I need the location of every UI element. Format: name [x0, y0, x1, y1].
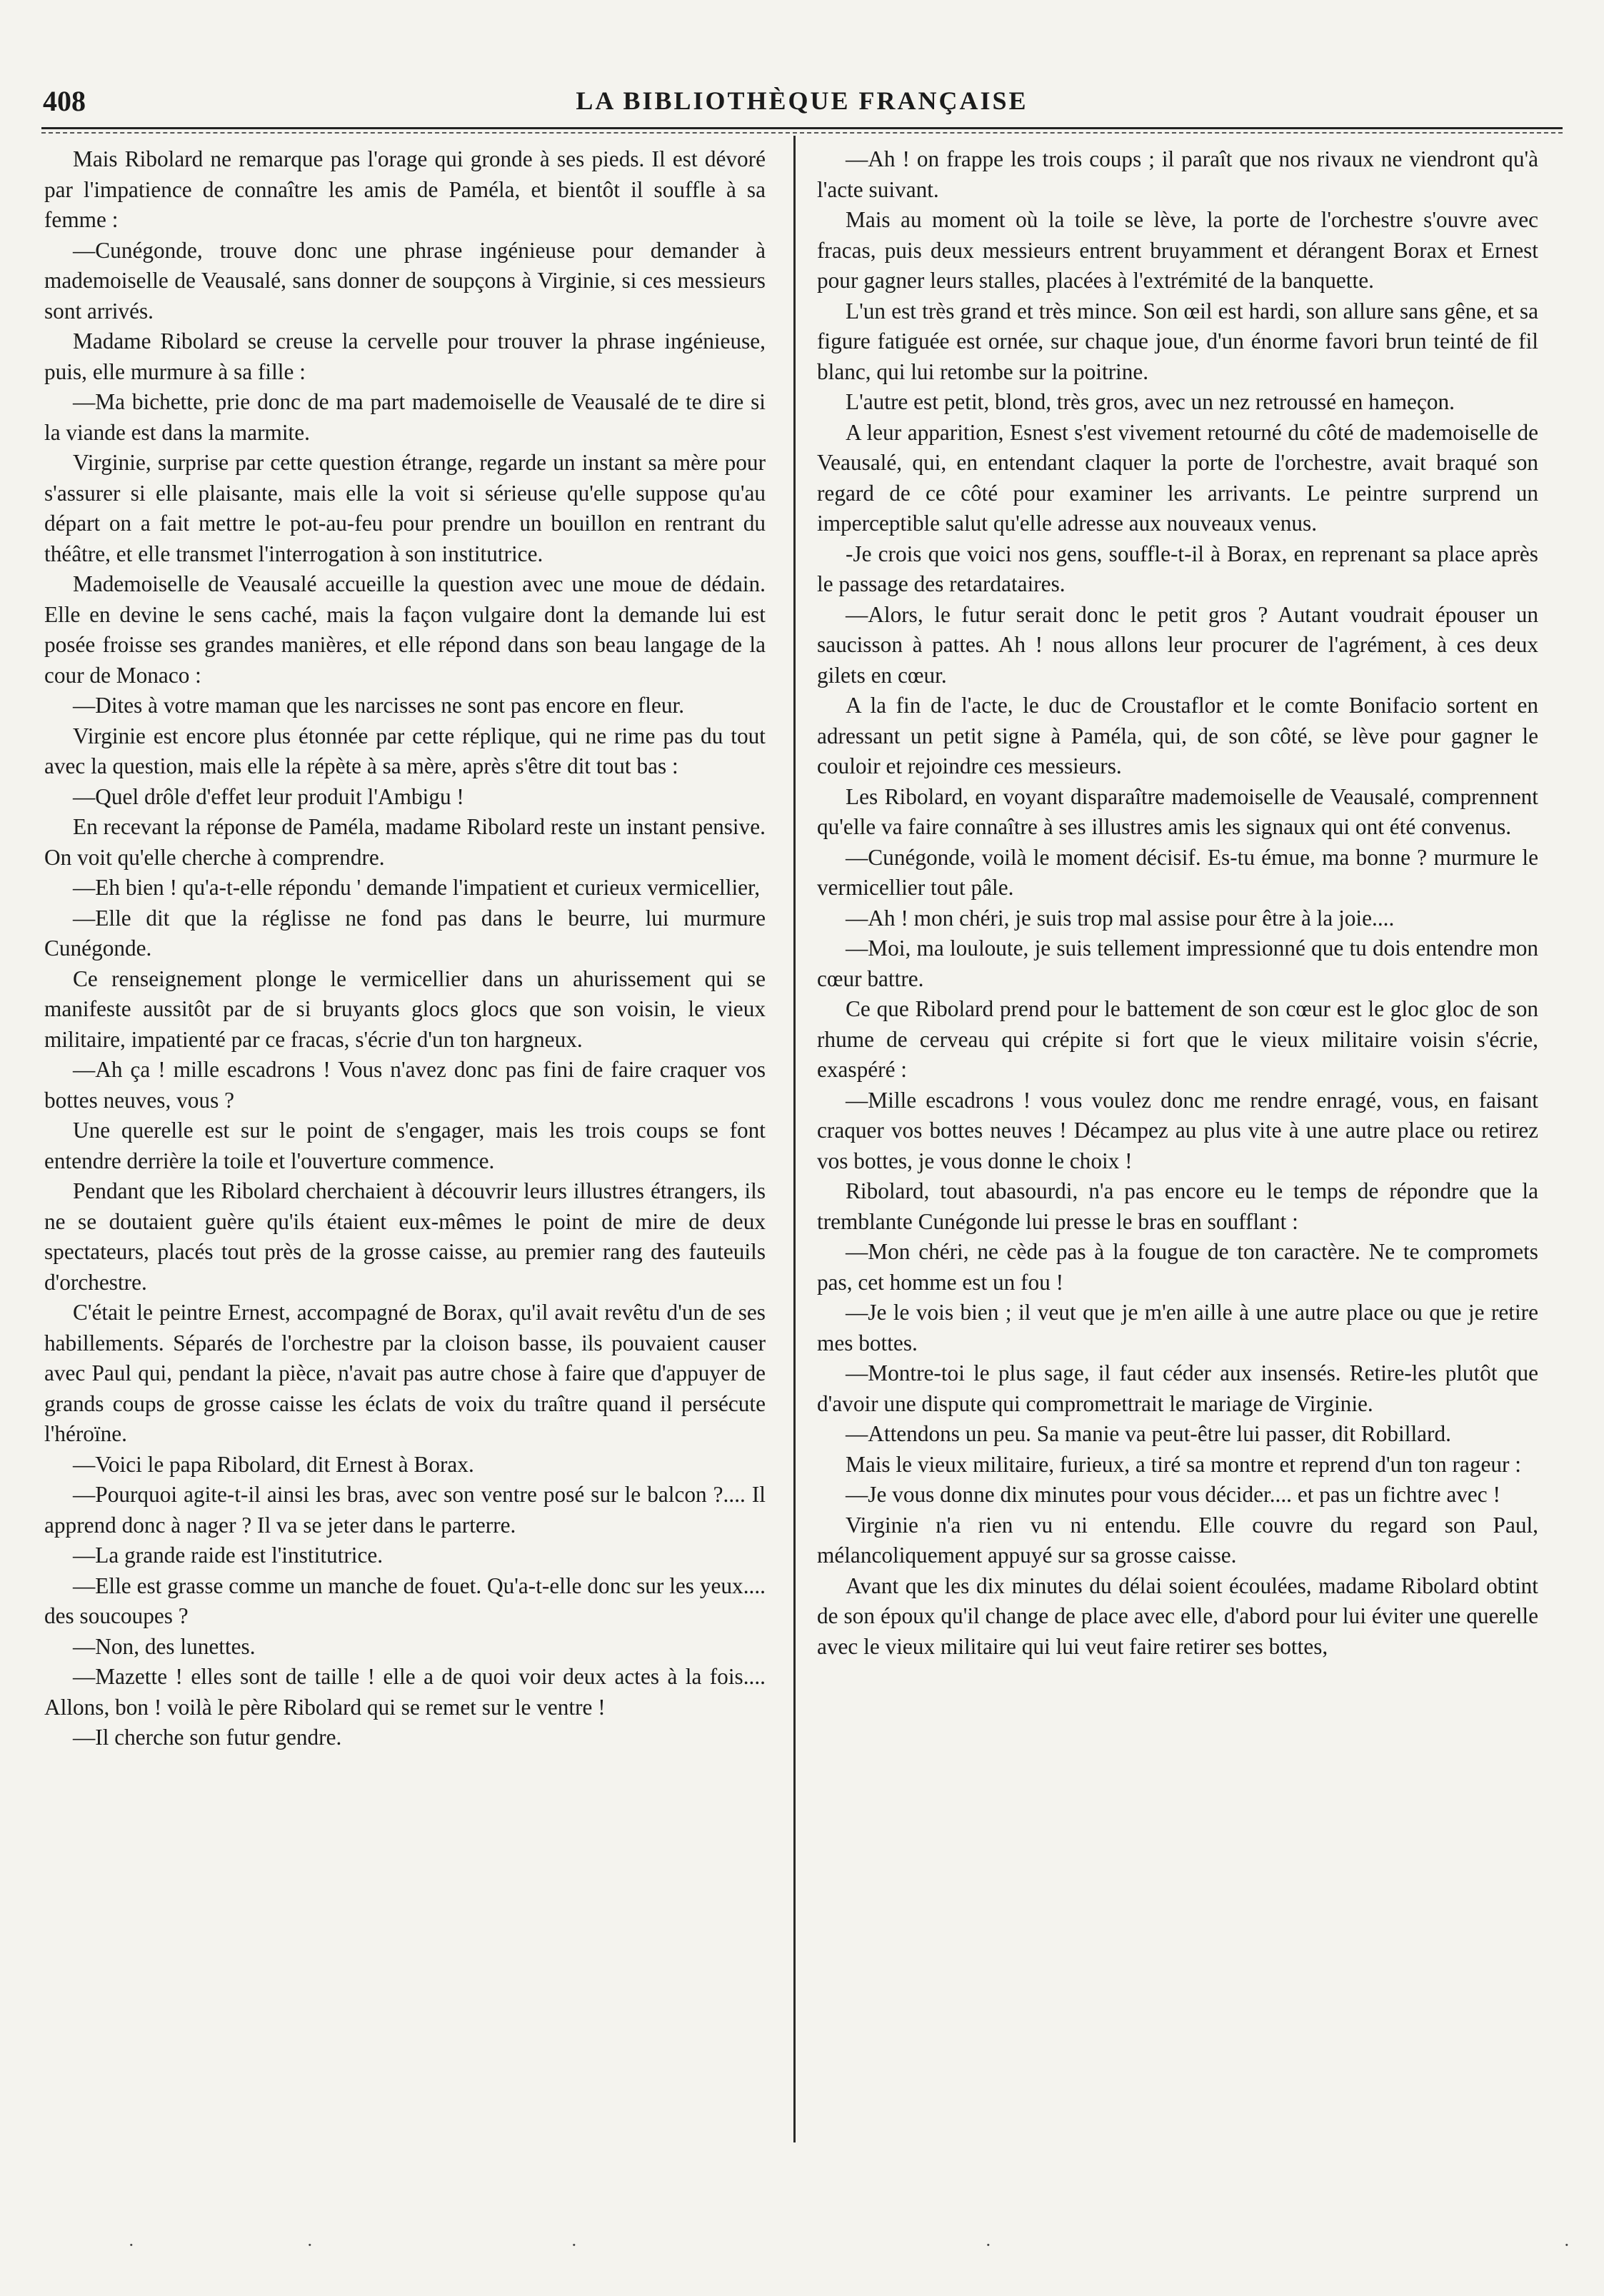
paragraph: —Elle dit que la réglisse ne fond pas dans le beurre, lui murmure Cunégonde. [44, 905, 766, 961]
column-divider [793, 136, 796, 2142]
header-rule [41, 127, 1563, 134]
footer-specks: · · · · · [129, 2235, 1570, 2255]
paragraph: Avant que les dix minutes du délai soient écoulées, madame Ribolard obtint de son époux qu'il change de place avec elle, d'abord pour lui éviter une querelle avec le vieux militaire qui lui veut faire retirer ses bottes, [817, 1573, 1538, 1659]
paragraph: C'était le peintre Ernest, accompagné de Borax, qu'il avait revêtu d'un de ses habillements. Séparés de l'orchestre par la cloison basse, ils pouvaient causer avec Paul qui, pendant la pièce, n'avait pas autre chose à faire que d'appuyer de grands coups de grosse caisse les éclats de voix du traître quand il persécute l'héroïne. [44, 1300, 766, 1446]
paragraph: —Non, des lunettes. [73, 1633, 256, 1659]
paragraph: —Il cherche son futur gendre. [73, 1725, 342, 1750]
paragraph: A la fin de l'acte, le duc de Croustaflor et le comte Bonifacio sortent en adressant un petit signe à Paméla, qui, de son côté, se lève pour gagner le couloir et rejoindre ces messieurs. [817, 693, 1538, 778]
paragraph: Ribolard, tout abasourdi, n'a pas encore eu le temps de répondre que la tremblante Cunégonde lui presse le bras en soufflant : [817, 1178, 1538, 1234]
paragraph: —Ah ça ! mille escadrons ! Vous n'avez donc pas fini de faire craquer vos bottes neuves, vous ? [44, 1057, 766, 1113]
running-title: LA BIBLIOTHÈQUE FRANÇAISE [576, 86, 1028, 115]
paragraph: —Cunégonde, trouve donc une phrase ingénieuse pour demander à mademoiselle de Veausalé, sans donner de soupçons à Virginie, si ces messieurs sont arrivés. [44, 237, 766, 324]
paragraph: Ce que Ribolard prend pour le battement de son cœur est le gloc gloc de son rhume de cerveau qui crépite si fort que le vieux militaire voisin s'écrie, exaspéré : [817, 996, 1538, 1082]
paragraph: -Je crois que voici nos gens, souffle-t-il à Borax, en reprenant sa place après le passage des retardataires. [817, 541, 1538, 596]
paragraph: —Ma bichette, prie donc de ma part mademoiselle de Veausalé de te dire si la viande est dans la marmite. [44, 389, 766, 445]
paragraph: Virginie n'a rien vu ni entendu. Elle couvre du regard son Paul, mélancoliquement appuyé sur sa grosse caisse. [817, 1512, 1538, 1568]
paragraph: En recevant la réponse de Paméla, madame Ribolard reste un instant pensive. On voit qu'elle cherche à comprendre. [44, 814, 766, 870]
paragraph: —Eh bien ! qu'a-t-elle répondu ' demande l'impatient et curieux vermicellier, [73, 875, 761, 900]
paragraph: Les Ribolard, en voyant disparaître mademoiselle de Veausalé, comprennent qu'elle va faire connaître à ses illustres amis les signaux qui ont été convenus. [817, 783, 1538, 839]
paragraph: L'un est très grand et très mince. Son œil est hardi, son allure sans gêne, et sa figure fatiguée est ornée, sur chaque joue, d'un énorme favori brun teinté de fil blanc, qui lui retombe sur la poitrine. [817, 298, 1538, 384]
paragraph: Mademoiselle de Veausalé accueille la question avec une moue de dédain. Elle en devine le sens caché, mais la façon vulgaire dont la demande lui est posée froisse ses grandes manières, et elle répond dans son beau langage de la cour de Monaco : [44, 571, 766, 688]
paragraph: Virginie est encore plus étonnée par cette réplique, qui ne rime pas du tout avec la question, mais elle la répète à sa mère, après s'être dit tout bas : [44, 723, 766, 778]
paragraph: Madame Ribolard se creuse la cervelle pour trouver la phrase ingénieuse, puis, elle murmure à sa fille : [44, 329, 766, 384]
paragraph: —Cunégonde, voilà le moment décisif. Es-tu émue, ma bonne ? murmure le vermicellier tout pâle. [817, 844, 1538, 900]
paragraph: A leur apparition, Esnest s'est vivement retourné du côté de mademoiselle de Veausalé, qui, en entendant claquer la porte de l'orchestre, avait braqué son regard de ce côté pour examiner les arrivants. Le peintre surprend un imperceptible salut qu'elle adresse aux nouveaux venus. [817, 419, 1538, 536]
paragraph: —Alors, le futur serait donc le petit gros ? Autant voudrait épouser un saucisson à pattes. Ah ! nous allons leur procurer de l'agrément, à ces deux gilets en cœur. [817, 601, 1538, 688]
page-number: 408 [43, 85, 86, 117]
paragraph: —La grande raide est l'institutrice. [73, 1543, 384, 1568]
paragraph: Virginie, surprise par cette question étrange, regarde un instant sa mère pour s'assurer si elle plaisante, mais elle la voit si sérieuse qu'elle suppose qu'au départ on a fait mettre le pot-au-feu pour prendre un bouillon en rentrant du théâtre, et elle transmet l'interrogation à son institutrice. [44, 450, 766, 566]
paragraph: Mais le vieux militaire, furieux, a tiré sa montre et reprend d'un ton rageur : [846, 1451, 1521, 1477]
paragraph: Une querelle est sur le point de s'engager, mais les trois coups se font entendre derrière la toile et l'ouverture commence. [44, 1118, 766, 1173]
page-header [41, 84, 1563, 127]
paragraph: —Montre-toi le plus sage, il faut céder aux insensés. Retire-les plutôt que d'avoir une dispute qui compromettrait le mariage de Virginie. [817, 1360, 1538, 1416]
paragraph: —Attendons un peu. Sa manie va peut-être lui passer, dit Robillard. [846, 1421, 1451, 1446]
paragraph: —Moi, ma louloute, je suis tellement impressionné que tu dois entendre mon cœur battre. [817, 936, 1538, 991]
paragraph: Mais Ribolard ne remarque pas l'orage qui gronde à ses pieds. Il est dévoré par l'impatience de connaître les amis de Paméla, et bientôt il souffle à sa femme : [44, 146, 766, 232]
paragraph: —Ah ! mon chéri, je suis trop mal assise pour être à la joie.... [846, 905, 1395, 931]
paragraph: —Ah ! on frappe les trois coups ; il paraît que nos rivaux ne viendront qu'à l'acte suivant. [817, 146, 1538, 202]
paragraph: —Mazette ! elles sont de taille ! elle a de quoi voir deux actes à la fois.... Allons, bon ! voilà le père Ribolard qui se remet sur le ventre ! [44, 1664, 766, 1720]
left-column [44, 144, 766, 2137]
paragraph: —Mille escadrons ! vous voulez donc me rendre enragé, vous, en faisant craquer vos bottes neuves ! Décampez au plus vite à une autre place ou retirez vos bottes, je vous donne le choix ! [817, 1087, 1538, 1173]
paragraph: —Je vous donne dix minutes pour vous décider.... et pas un fichtre avec ! [846, 1482, 1500, 1507]
paragraph: Mais au moment où la toile se lève, la porte de l'orchestre s'ouvre avec fracas, puis deux messieurs entrent bruyamment et dérangent Borax et Ernest pour gagner leurs stalles, placées à l'extrémité de la banquette. [817, 207, 1538, 293]
paragraph: —Mon chéri, ne cède pas à la fougue de ton caractère. Ne te compromets pas, cet homme est un fou ! [817, 1239, 1538, 1295]
paragraph: L'autre est petit, blond, très gros, avec un nez retroussé en hameçon. [846, 389, 1455, 414]
paragraph: —Voici le papa Ribolard, dit Ernest à Borax. [73, 1451, 474, 1477]
paragraph: —Quel drôle d'effet leur produit l'Ambigu ! [73, 783, 464, 809]
paragraph: —Pourquoi agite-t-il ainsi les bras, avec son ventre posé sur le balcon ?.... Il apprend donc à nager ? Il va se jeter dans le parterre. [44, 1482, 766, 1538]
paragraph: —Dites à votre maman que les narcisses ne sont pas encore en fleur. [73, 693, 685, 718]
paragraph: —Elle est grasse comme un manche de fouet. Qu'a-t-elle donc sur les yeux.... des soucoupes ? [44, 1573, 766, 1628]
paragraph: Pendant que les Ribolard cherchaient à découvrir leurs illustres étrangers, ils ne se doutaient guère qu'ils étaient eux-mêmes le point de mire de deux spectateurs, placés tout près de la grosse caisse, au premier rang des fauteuils d'orchestre. [44, 1178, 766, 1295]
right-column [817, 144, 1538, 2137]
paragraph: —Je le vois bien ; il veut que je m'en aille à une autre place ou que je retire mes bottes. [817, 1300, 1538, 1355]
paragraph: Ce renseignement plonge le vermicellier dans un ahurissement qui se manifeste aussitôt par de si bruyants glocs glocs que son voisin, le vieux militaire, impatienté par ce fracas, s'écrie d'un ton hargneux. [44, 966, 766, 1052]
